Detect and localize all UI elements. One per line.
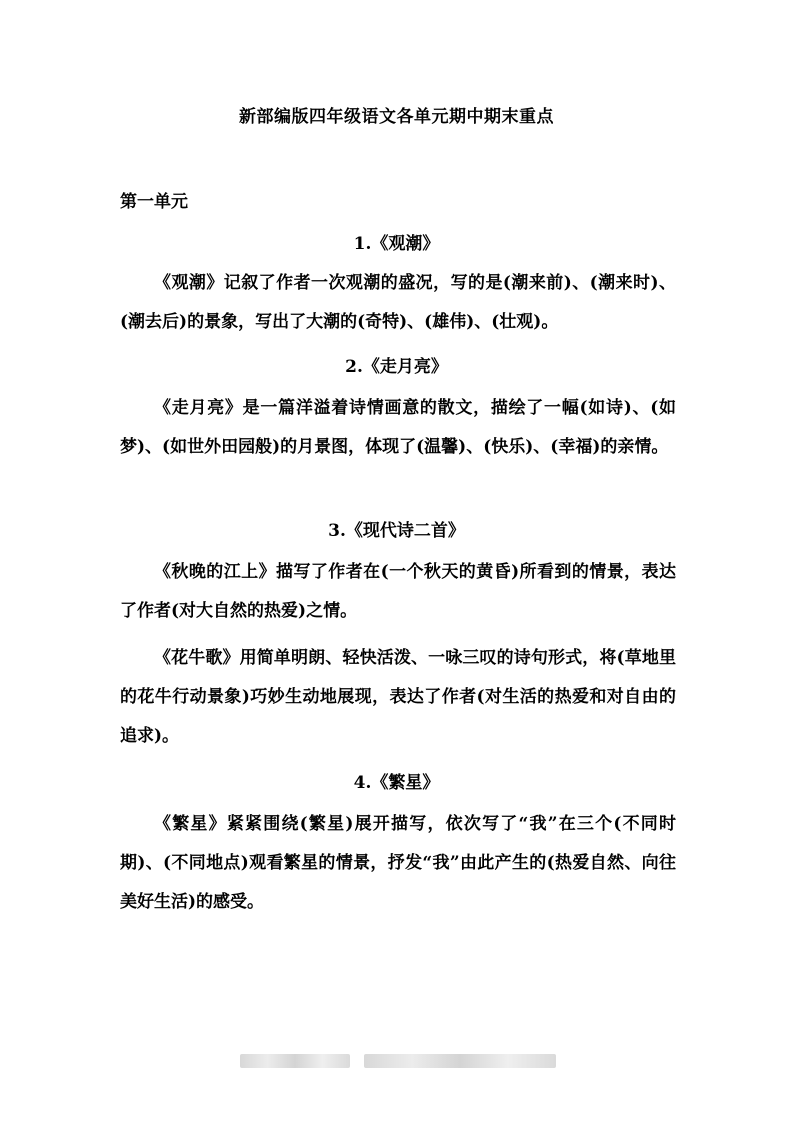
lesson-title-3: 3.《现代诗二首》 (328, 521, 465, 541)
lesson-title-4: 4.《繁星》 (353, 773, 440, 793)
lesson-title-2: 2.《走月亮》 (345, 357, 448, 377)
lesson-3-paragraph-2: 《花牛歌》用简单明朗、轻快活泼、一咏三叹的诗句形式，将(草地里的花牛行动景象)巧妙生动地展现，表达了作者(对生活的热爱和对自由的追求)。 (120, 648, 676, 746)
lesson-2-paragraph-1: 《走月亮》是一篇洋溢着诗情画意的散文，描绘了一幅(如诗)、(如梦)、(如世外田园般)的月景图，体现了(温馨)、(快乐)、(幸福)的亲情。 (120, 398, 676, 457)
lesson-4-paragraph-1: 《繁星》紧紧围绕(繁星)展开描写，依次写了“我”在三个(不同时期)、(不同地点)观看繁星的情景，抒发“我”由此产生的(热爱自然、向往美好生活)的感受。 (120, 814, 676, 912)
lesson-title-1: 1.《观潮》 (353, 234, 440, 254)
footer-blur-block (240, 1054, 350, 1068)
document-title: 新部编版四年级语文各单元期中期末重点 (239, 107, 554, 127)
unit-heading: 第一单元 (120, 192, 188, 212)
footer-watermark (240, 1054, 556, 1068)
lesson-3-paragraph-1: 《秋晚的江上》描写了作者在(一个秋天的黄昏)所看到的情景，表达了作者(对大自然的热爱)之情。 (120, 562, 676, 621)
footer-blur-block (364, 1054, 556, 1068)
lesson-1-paragraph-1: 《观潮》记叙了作者一次观潮的盛况，写的是(潮来前)、(潮来时)、(潮去后)的景象，写出了大潮的(奇特)、(雄伟)、(壮观)。 (120, 273, 676, 332)
